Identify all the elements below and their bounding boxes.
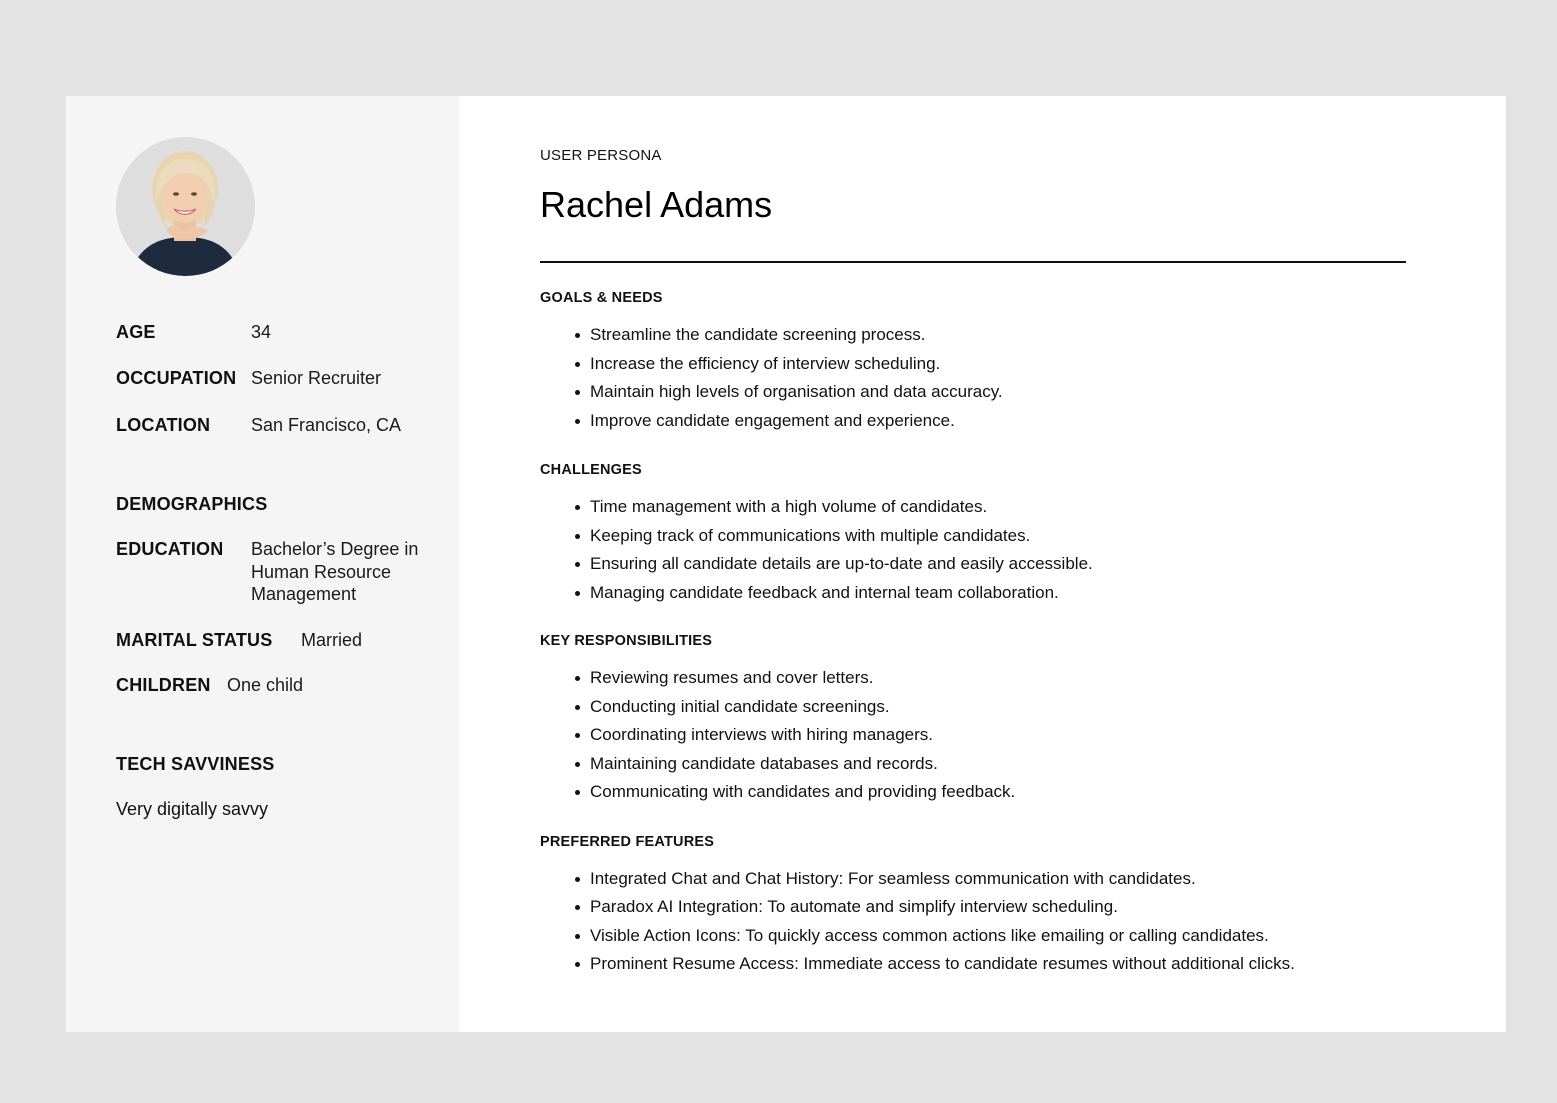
divider (540, 261, 1406, 263)
age-label: AGE (116, 322, 156, 342)
occupation-value: Senior Recruiter (251, 368, 382, 388)
list-item: Maintain high levels of organisation and data accuracy. (575, 378, 1506, 407)
responsibilities-list (540, 664, 1506, 807)
list-item: Time management with a high volume of candidates. (575, 493, 1506, 522)
responsibilities-heading: KEY RESPONSIBILITIES (540, 633, 713, 649)
goals-heading: GOALS & NEEDS (540, 290, 663, 306)
list-item: Maintaining candidate databases and records. (575, 750, 1506, 779)
list-item: Communicating with candidates and providing feedback. (575, 778, 1506, 807)
list-item: Conducting initial candidate screenings. (575, 693, 1506, 722)
avatar (116, 137, 255, 276)
challenges-list (540, 493, 1506, 607)
education-label: EDUCATION (116, 539, 224, 559)
persona-card (66, 96, 1506, 1032)
portrait-photo-icon (116, 137, 255, 276)
list-item: Improve candidate engagement and experience. (575, 407, 1506, 436)
list-item: Reviewing resumes and cover letters. (575, 664, 1506, 693)
education-row (116, 538, 459, 606)
education-value: Bachelor’s Degree in Human Resource Management (251, 539, 419, 604)
children-value: One child (227, 674, 304, 695)
preferred-features-heading: PREFERRED FEATURES (540, 833, 715, 850)
preferred-features-list (540, 865, 1506, 979)
marital-status-row (116, 629, 459, 651)
children-label: CHILDREN (116, 674, 211, 695)
marital-status-label: MARITAL STATUS (116, 629, 273, 650)
age-value: 34 (251, 322, 272, 342)
location-label: LOCATION (116, 415, 211, 435)
location-row (116, 414, 459, 436)
profile-sidebar (66, 96, 459, 1032)
occupation-row (116, 367, 459, 389)
list-item: Coordinating interviews with hiring managers. (575, 721, 1506, 750)
tech-savviness-heading: TECH SAVVINESS (116, 753, 275, 774)
list-item: Keeping track of communications with multiple candidates. (575, 522, 1506, 551)
list-item: Managing candidate feedback and internal team collaboration. (575, 579, 1506, 608)
location-value: San Francisco, CA (251, 415, 402, 435)
list-item: Ensuring all candidate details are up-to-date and easily accessible. (575, 550, 1506, 579)
demographics-heading: DEMOGRAPHICS (116, 494, 268, 514)
list-item: Increase the efficiency of interview scheduling. (575, 350, 1506, 379)
goals-list (540, 321, 1506, 435)
list-item: Streamline the candidate screening process. (575, 321, 1506, 350)
list-item: Visible Action Icons: To quickly access common actions like emailing or calling candidates. (575, 922, 1506, 951)
persona-eyebrow: USER PERSONA (540, 147, 662, 164)
list-item: Integrated Chat and Chat History: For seamless communication with candidates. (575, 865, 1506, 894)
age-row (116, 321, 459, 343)
marital-status-value: Married (301, 629, 363, 650)
tech-savviness-value: Very digitally savvy (116, 798, 269, 819)
list-item: Prominent Resume Access: Immediate access to candidate resumes without additional clicks. (575, 950, 1506, 979)
challenges-heading: CHALLENGES (540, 462, 642, 478)
list-item: Paradox AI Integration: To automate and simplify interview scheduling. (575, 893, 1506, 922)
children-row (116, 674, 459, 696)
persona-name: Rachel Adams (540, 184, 773, 225)
occupation-label: OCCUPATION (116, 368, 237, 388)
persona-main (459, 96, 1506, 1032)
